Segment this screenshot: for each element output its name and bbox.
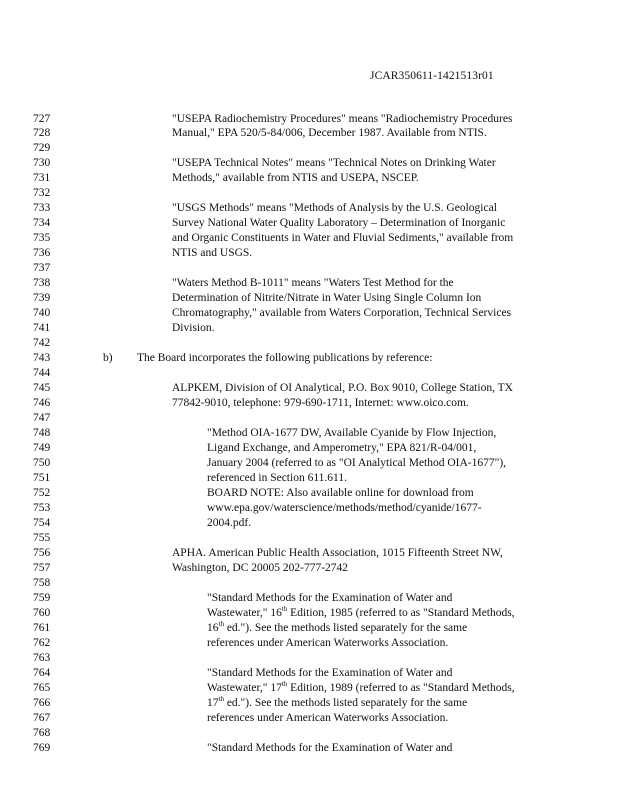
line-text: BOARD NOTE: Also available online for download from [207,487,474,499]
document-line [0,426,618,440]
line-text: "Method OIA-1677 DW, Available Cyanide by Flow Injection, [207,427,497,440]
document-line [0,531,618,545]
document-line [0,651,618,665]
line-number: 748 [33,427,51,440]
line-text: "USEPA Technical Notes" means "Technical Notes on Drinking Water [172,157,496,170]
document-line [0,381,618,395]
document-line [0,606,618,620]
line-number: 753 [33,501,51,514]
line-number: 766 [33,696,51,709]
document-line [0,516,618,530]
document-line [0,441,618,455]
line-text: referenced in Section 611.611. [207,472,347,485]
subsection-label: b) [103,352,113,365]
line-number: 731 [33,172,51,185]
line-number: 732 [33,187,51,200]
document-line [0,126,618,140]
line-text: www.epa.gov/waterscience/methods/method/cyanide/1677- [207,501,482,514]
line-number: 759 [33,591,51,604]
line-number: 738 [33,277,51,290]
line-text: January 2004 (referred to as "OI Analytical Method OIA-1677"), [207,457,507,470]
document-line [0,112,618,126]
line-number: 754 [33,516,51,529]
document-line [0,666,618,680]
document-line [0,696,618,710]
document-line [0,246,618,260]
line-text [207,606,515,620]
document-line [0,486,618,500]
line-text: Survey National Water Quality Laboratory – Determination of Inorganic [172,217,506,230]
line-text: APHA. American Public Health Association, 1015 Fifteenth Street NW, [172,546,503,559]
line-text-part: Edition, 1985 (referred to as "Standard Methods, [287,606,515,619]
document-line [0,171,618,185]
document-line [0,561,618,575]
line-number: 763 [33,651,51,664]
line-text: references under American Waterworks Association. [207,636,449,649]
line-number: 737 [33,262,51,275]
document-line [0,291,618,305]
line-text: references under American Waterworks Association. [207,711,449,724]
ordinal-superscript: th [281,604,288,613]
document-line [0,711,618,725]
line-number: 742 [33,337,51,350]
line-number: 758 [33,576,51,589]
line-number: 760 [33,606,51,619]
line-text-part: ed."). See the methods listed separately for the same [223,696,468,709]
document-line [0,186,618,200]
document-line [0,321,618,335]
line-number: 762 [33,636,51,649]
line-number: 745 [33,382,51,395]
document-line [0,351,618,365]
document-line [0,201,618,215]
line-text: Determination of Nitrite/Nitrate in Water Using Single Column Ion [172,292,482,305]
line-number: 765 [33,681,51,694]
document-line [0,456,618,470]
line-number: 743 [33,352,51,365]
document-line [0,276,618,290]
line-number: 739 [33,292,51,305]
line-text: 2004.pdf. [207,516,252,529]
line-text-part: Edition, 1989 (referred to as "Standard Methods, [287,681,515,694]
line-text: 77842-9010, telephone: 979-690-1711, Internet: www.oico.com. [172,397,469,410]
document-line [0,156,618,170]
line-number: 751 [33,472,51,485]
line-text: NTIS and USGS. [172,247,253,260]
document-line [0,501,618,515]
line-number: 756 [33,546,51,559]
document-line [0,681,618,695]
document-line [0,306,618,320]
document-line [0,726,618,740]
line-number: 749 [33,442,51,455]
line-text: Methods," available from NTIS and USEPA, NSCEP. [172,172,419,185]
line-number: 768 [33,726,51,739]
document-line [0,636,618,650]
document-id-header: JCAR350611-1421513r01 [370,70,494,82]
line-text: "USGS Methods" means "Methods of Analysis by the U.S. Geological [172,202,497,215]
line-number: 733 [33,202,51,215]
line-number: 736 [33,247,51,260]
document-line [0,411,618,425]
line-text: Manual," EPA 520/5-84/006, December 1987. Available from NTIS. [172,127,487,140]
ordinal-superscript: th [281,679,288,688]
document-line [0,471,618,485]
line-number: 730 [33,157,51,170]
line-number: 734 [33,217,51,230]
line-number: 761 [33,621,51,634]
line-number: 757 [33,561,51,574]
line-text: "USEPA Radiochemistry Procedures" means "Radiochemistry Procedures [172,112,513,125]
document-line [0,741,618,755]
line-text: "Waters Method B-1011" means "Waters Test Method for the [172,277,454,290]
ordinal-superscript: th [218,619,224,628]
line-text: The Board incorporates the following publications by reference: [137,352,433,365]
line-number: 755 [33,531,51,544]
line-text [207,621,467,635]
document-line [0,336,618,350]
line-number: 741 [33,322,51,335]
document-line [0,366,618,380]
line-number: 747 [33,412,51,425]
line-text-part: 17 [207,696,219,709]
document-line [0,576,618,590]
document-line [0,261,618,275]
line-number: 729 [33,142,51,155]
line-text: and Organic Constituents in Water and Fluvial Sediments," available from [172,232,514,245]
line-text-part: Wastewater," 16 [207,606,282,619]
line-number: 740 [33,307,51,320]
line-text: Chromatography," available from Waters Corporation, Technical Services [172,307,512,320]
document-line [0,231,618,245]
line-text: "Standard Methods for the Examination of Water and [207,591,453,604]
line-number: 769 [33,741,51,754]
line-number: 767 [33,711,51,724]
document-line [0,396,618,410]
line-text: Washington, DC 20005 202-777-2742 [172,561,349,574]
line-text: "Standard Methods for the Examination of Water and [207,741,453,754]
line-number: 735 [33,232,51,245]
line-number: 746 [33,397,51,410]
line-number: 744 [33,367,51,380]
line-text-part: 16 [207,621,219,634]
line-text [207,696,467,710]
line-number: 752 [33,487,51,499]
line-text-part: Wastewater," 17 [207,681,282,694]
line-number: 764 [33,666,51,679]
line-text-part: ed."). See the methods listed separately for the same [223,621,468,634]
document-line [0,591,618,605]
ordinal-superscript: th [218,694,224,703]
document-line [0,621,618,635]
line-text: Division. [172,322,215,335]
line-number: 750 [33,457,51,470]
line-number: 728 [33,127,51,140]
line-number: 727 [33,112,51,125]
document-line [0,546,618,560]
line-text: Ligand Exchange, and Amperometry," EPA 821/R-04/001, [207,442,477,455]
line-text: ALPKEM, Division of OI Analytical, P.O. Box 9010, College Station, TX [172,382,513,395]
document-line [0,141,618,155]
line-text [207,681,515,695]
line-text: "Standard Methods for the Examination of Water and [207,666,453,679]
document-line [0,216,618,230]
